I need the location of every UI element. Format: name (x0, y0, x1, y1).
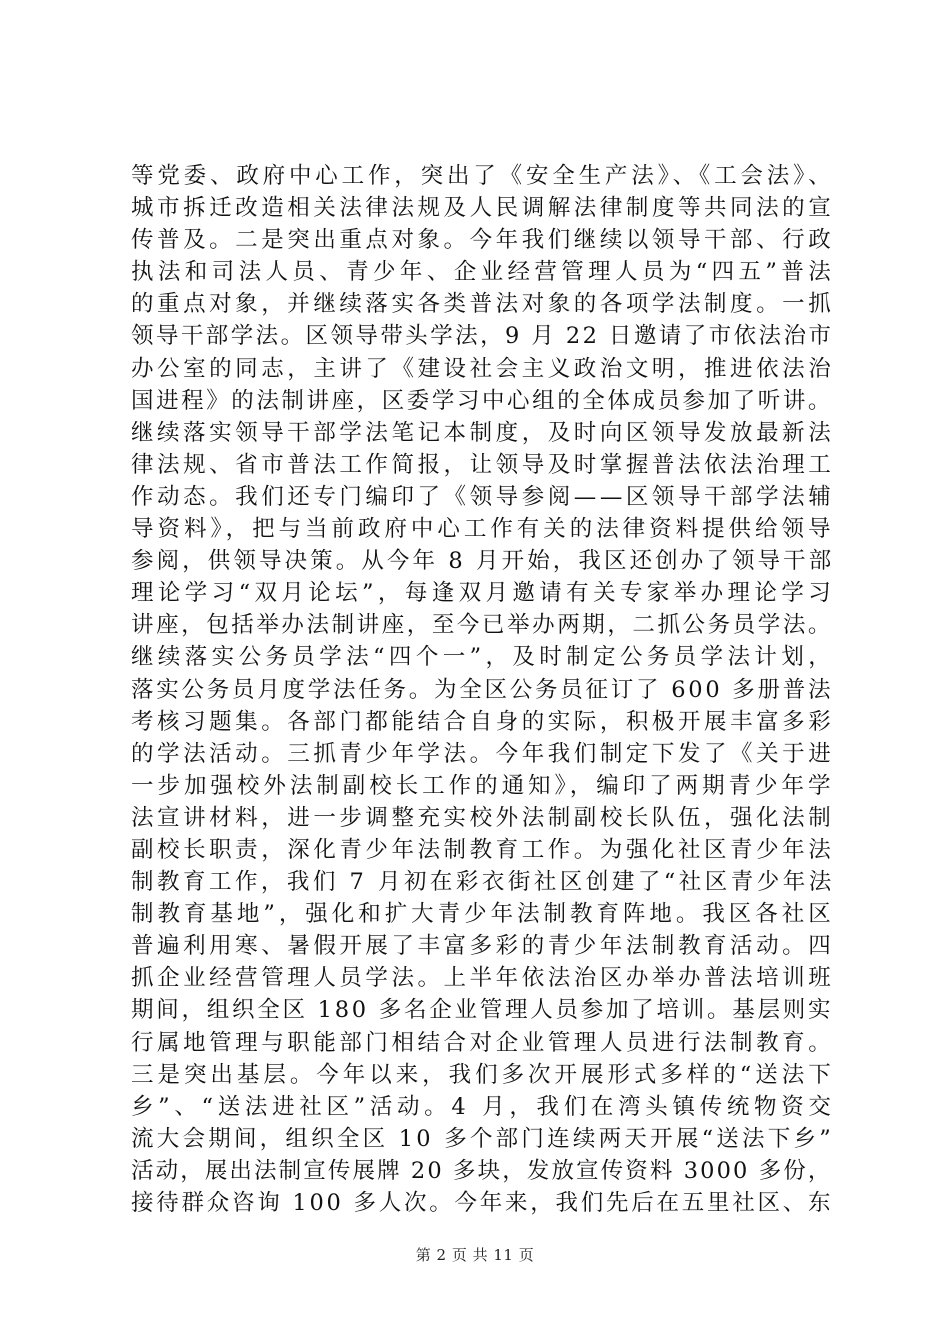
text-line: 导资料》，把与当前政府中心工作有关的法律资料提供给领导 (131, 516, 835, 543)
text-line: 讲座，包括举办法制讲座，至今已举办两期，二抓公务员学法。 (131, 612, 833, 639)
text-line: 理论学习“双月论坛”，每逢双月邀请有关专家举办理论学习 (131, 580, 836, 607)
text-line: 抓企业经营管理人员学法。上半年依法治区办举办普法培训班 (131, 965, 835, 992)
text-line: 制教育工作，我们 7 月初在彩衣街社区创建了“社区青少年法 (131, 869, 835, 896)
text-line: 活动，展出法制宣传展牌 20 多块，发放宣传资料 3000 多份， (131, 1157, 833, 1184)
text-line: 领导干部学法。区领导带头学法，9 月 22 日邀请了市依法治市 (131, 323, 834, 350)
text-line: 等党委、政府中心工作，突出了《安全生产法》、《工会法》、 (131, 163, 835, 189)
text-line: 落实公务员月度学法任务。为全区公务员征订了 600 多册普法 (131, 676, 834, 703)
text-line: 副校长职责，深化青少年法制教育工作。为强化社区青少年法 (131, 836, 835, 863)
text-line: 国进程》的法制讲座，区委学习中心组的全体成员参加了听讲。 (131, 387, 833, 414)
text-line: 作动态。我们还专门编印了《领导参阅——区领导干部学法辅 (131, 483, 835, 510)
body-text (131, 160, 836, 1219)
text-line: 继续落实领导干部学法笔记本制度，及时向区领导发放最新法 (131, 419, 835, 446)
text-line: 普遍利用寒、暑假开展了丰富多彩的青少年法制教育活动。四 (131, 933, 835, 960)
text-line: 考核习题集。各部门都能结合自身的实际，积极开展丰富多彩 (131, 708, 835, 735)
text-line: 执法和司法人员、青少年、企业经营管理人员为“四五”普法 (131, 259, 836, 286)
text-line: 三是突出基层。今年以来，我们多次开展形式多样的“送法下 (131, 1061, 835, 1088)
text-line: 办公室的同志，主讲了《建设社会主义政治文明，推进依法治 (131, 355, 835, 382)
text-line: 的学法活动。三抓青少年学法。今年我们制定下发了《关于进 (131, 740, 835, 767)
page-footer: 第 2 页 共 11 页 (415, 1246, 535, 1264)
text-line: 继续落实公务员学法“四个一”，及时制定公务员学法计划， (131, 644, 836, 671)
text-line: 行属地管理与职能部门相结合对企业管理人员进行法制教育。 (131, 1029, 835, 1056)
text-line: 流大会期间，组织全区 10 多个部门连续两天开展“送法下乡” (131, 1125, 834, 1152)
text-line: 律法规、省市普法工作简报，让领导及时掌握普法依法治理工 (131, 451, 835, 478)
text-line: 的重点对象，并继续落实各类普法对象的各项学法制度。一抓 (131, 291, 835, 318)
text-line: 传普及。二是突出重点对象。今年我们继续以领导干部、行政 (131, 227, 835, 254)
text-line: 城市拆迁改造相关法律法规及人民调解法律制度等共同法的宣 (131, 195, 835, 222)
text-line: 参阅，供领导决策。从今年 8 月开始，我区还创办了领导干部 (131, 548, 835, 575)
text-line: 期间，组织全区 180 多名企业管理人员参加了培训。基层则实 (131, 997, 834, 1024)
text-line: 制教育基地”，强化和扩大青少年法制教育阵地。我区各社区 (131, 901, 835, 928)
text-line: 法宣讲材料，进一步调整充实校外法制副校长队伍，强化法制 (131, 804, 835, 831)
text-line: 一步加强校外法制副校长工作的通知》，编印了两期青少年学 (131, 772, 835, 799)
text-line: 接待群众咨询 100 多人次。今年来，我们先后在五里社区、东 (131, 1190, 834, 1216)
text-line: 乡”、“送法进社区”活动。4 月，我们在湾头镇传统物资交 (131, 1093, 836, 1120)
